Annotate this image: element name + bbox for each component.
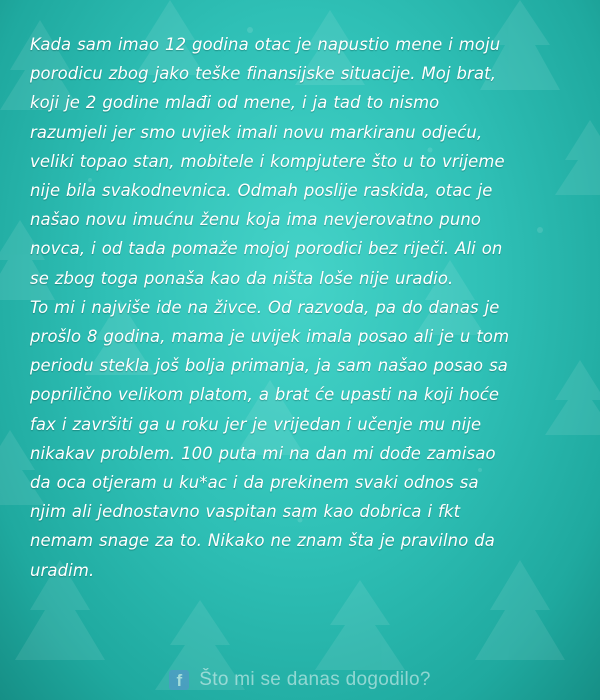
facebook-icon: f	[169, 670, 189, 690]
story-line: našao novu imućnu ženu koja ima nevjerovatno puno	[30, 210, 482, 230]
story-line: nemam snage za to. Nikako ne znam šta je pravilno da	[30, 531, 495, 551]
story-line: da oca otjeram u ku*ac i da prekinem svaki odnos sa	[30, 473, 479, 493]
story-line: prošlo 8 godina, mama je uvijek imala posao ali je u tom	[30, 327, 510, 347]
story-line: se zbog toga ponaša kao da ništa loše nije uradio.	[30, 268, 454, 288]
story-line: koji je 2 godine mlađi od mene, i ja tad to nismo	[30, 93, 440, 113]
story-line: porodicu zbog jako teške finansijske situacije. Moj brat,	[30, 64, 497, 84]
story-line: njim ali jednostavno vaspitan sam kao dobrica i fkt	[30, 502, 461, 522]
story-line: To mi i najviše ide na živce. Od razvoda, pa do danas je	[30, 297, 500, 317]
story-line: poprilično velikom platom, a brat će upasti na koji hoće	[30, 385, 500, 405]
story-line: fax i završiti ga u roku jer je vrijedan i učenje mu nije	[30, 414, 482, 434]
story-line: veliki topao stan, mobitele i kompjutere što u to vrijeme	[30, 151, 505, 171]
story-line: periodu stekla još bolja primanja, ja sam našao posao sa	[30, 356, 508, 376]
story-line: nikakav problem. 100 puta mi na dan mi dođe zamisao	[30, 443, 496, 463]
watermark-footer	[0, 668, 600, 692]
story-line: novca, i od tada pomaže mojoj porodici bez riječi. Ali on	[30, 239, 503, 259]
story-line: razumjeli jer smo uvjiek imali novu markiranu odjeću,	[30, 122, 483, 142]
watermark-text: Što mi se danas dogodilo?	[199, 669, 431, 690]
story-line: uradim.	[30, 560, 95, 580]
story-text	[30, 30, 578, 585]
story-line: Kada sam imao 12 godina otac je napustio mene i moju	[30, 35, 501, 54]
story-line: nije bila svakodnevnica. Odmah poslije raskida, otac je	[30, 181, 493, 201]
